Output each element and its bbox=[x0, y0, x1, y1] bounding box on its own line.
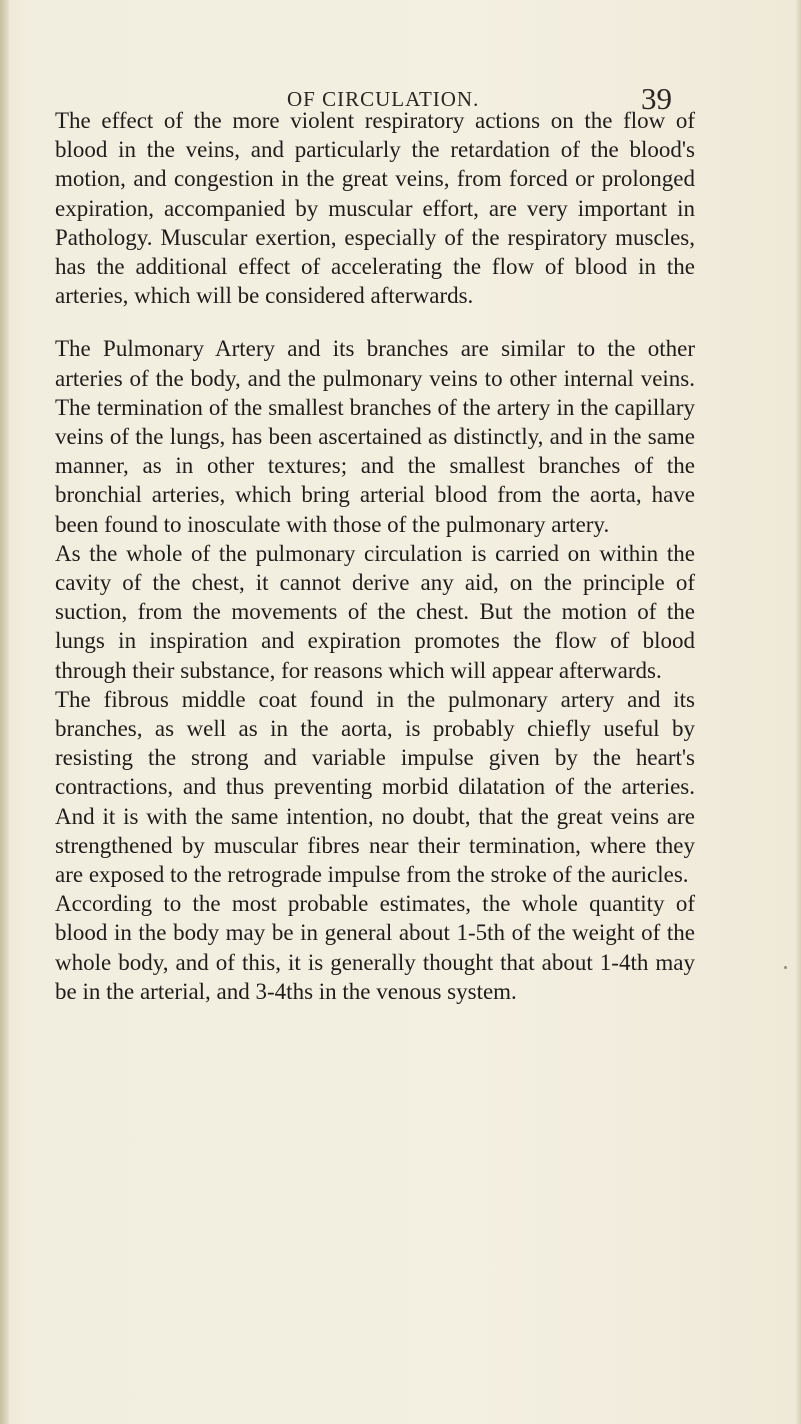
paragraph-pulmonary-artery: The Pulmonary Artery and its branches are similar to the other arteries of the body, and the pulmonary veins to other internal veins. The termination of the smallest branches of the artery in the capillary veins of the lungs, has been ascertained as distinctly, and in the same manner, as in other textures; and the smallest branches of the bronchial arteries, which bring arterial blood from the aorta, have been found to inosculate with those of the pulmonary artery. bbox=[55, 336, 695, 537]
paper-speck bbox=[784, 966, 787, 969]
page-number: 39 bbox=[641, 81, 672, 116]
paragraph-respiratory-effects: The effect of the more violent respiratory actions on the flow of blood in the veins, and particularly the retardation of the blood's motion, and congestion in the great veins, from forced or prolonged expiration, accompanied by muscular effort, are very important in Pathology. Muscular exertion, especially of the respiratory muscles, has the additional effect of accelerating the flow of blood in the arteries, which will be considered afterwards. bbox=[55, 108, 695, 309]
page-left-edge bbox=[0, 0, 10, 1424]
paragraph-blood-quantity: According to the most probable estimates, the whole quantity of blood in the body may be in general about 1-5th of the weight of the whole body, and of this, it is generally thought that about 1-4th may be in the arterial, and 3-4ths in the venous system. bbox=[55, 891, 695, 1004]
paragraph-fibrous-coat: The fibrous middle coat found in the pulmonary artery and its branches, as well as in the aorta, is probably chiefly useful by resisting the strong and variable impulse given by the heart's contractions, and thus preventing morbid dilatation of the arteries. And it is with the same intention, no doubt, that the great veins are strengthened by muscular fibres near their termination, where they are exposed to the retrograde impulse from the stroke of the auricles. bbox=[55, 686, 695, 888]
paragraph-gap bbox=[55, 310, 695, 334]
running-head: OF CIRCULATION. bbox=[287, 87, 480, 111]
body-text bbox=[55, 106, 695, 1006]
page-right-edge bbox=[795, 0, 801, 1424]
paragraph-pulmonary-circulation: As the whole of the pulmonary circulation is carried on within the cavity of the chest, it cannot derive any aid, on the principle of suction, from the movements of the chest. But the motion of the lungs in inspiration and expiration promotes the flow of blood through their substance, for reasons which will appear afterwards. bbox=[55, 540, 695, 683]
